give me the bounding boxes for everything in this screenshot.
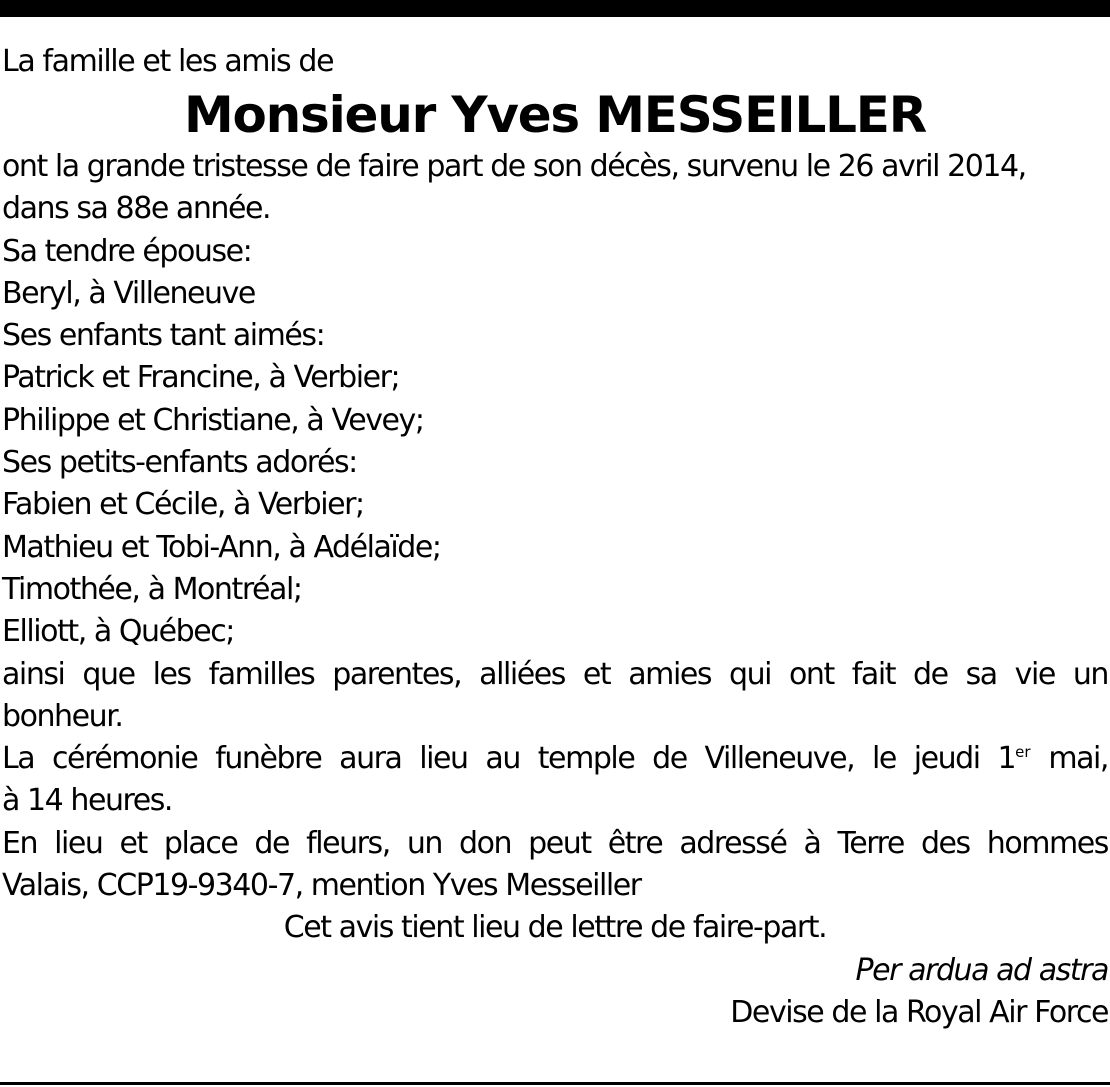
- donation-line-2: Valais, CCP19-9340-7, mention Yves Messeiller: [2, 868, 641, 904]
- children-heading: Ses enfants tant aimés:: [2, 318, 325, 354]
- motto-source: Devise de la Royal Air Force: [730, 994, 1108, 1030]
- families-line-1: ainsi que les familles parentes, alliées et amies qui ont fait de sa vie un: [2, 656, 1108, 692]
- grandchildren-heading: Ses petits-enfants adorés:: [2, 445, 357, 481]
- bottom-rule: [0, 1082, 1110, 1085]
- notice-body: [2, 146, 1108, 1034]
- spouse-heading: Sa tendre épouse:: [2, 233, 252, 269]
- spouse-entry: Beryl, à Villeneuve: [2, 275, 255, 311]
- grandchild-entry: Fabien et Cécile, à Verbier;: [2, 487, 364, 523]
- top-rule: [0, 0, 1110, 17]
- announcement-line-1: ont la grande tristesse de faire part de son décès, survenu le 26 avril 2014,: [2, 149, 1026, 184]
- ordinal-superscript: er: [1015, 743, 1031, 762]
- closing-statement: Cet avis tient lieu de lettre de faire-part.: [283, 910, 827, 946]
- ceremony-text: La cérémonie funèbre aura lieu au temple de Villeneuve, le jeudi 1: [2, 741, 1016, 777]
- child-entry: Philippe et Christiane, à Vevey;: [2, 402, 424, 438]
- grandchild-entry: Timothée, à Montréal;: [2, 571, 302, 607]
- ceremony-line-1: [2, 738, 1108, 780]
- deceased-name: Monsieur Yves MESSEILLER: [183, 86, 927, 144]
- grandchild-entry: Mathieu et Tobi-Ann, à Adélaïde;: [2, 529, 441, 565]
- intro-text: La famille et les amis de: [2, 44, 334, 79]
- donation-line-1: En lieu et place de fleurs, un don peut être adressé à Terre des hommes: [2, 825, 1108, 861]
- motto: Per ardua ad astra: [855, 952, 1108, 988]
- grandchild-entry: Elliott, à Québec;: [2, 614, 234, 650]
- families-line-2: bonheur.: [2, 698, 123, 734]
- ceremony-month: mai,: [1030, 741, 1108, 777]
- notice-content: [2, 40, 1108, 1034]
- child-entry: Patrick et Francine, à Verbier;: [2, 360, 400, 396]
- announcement-line-2: dans sa 88e année.: [2, 191, 271, 227]
- ceremony-line-2: à 14 heures.: [2, 783, 173, 819]
